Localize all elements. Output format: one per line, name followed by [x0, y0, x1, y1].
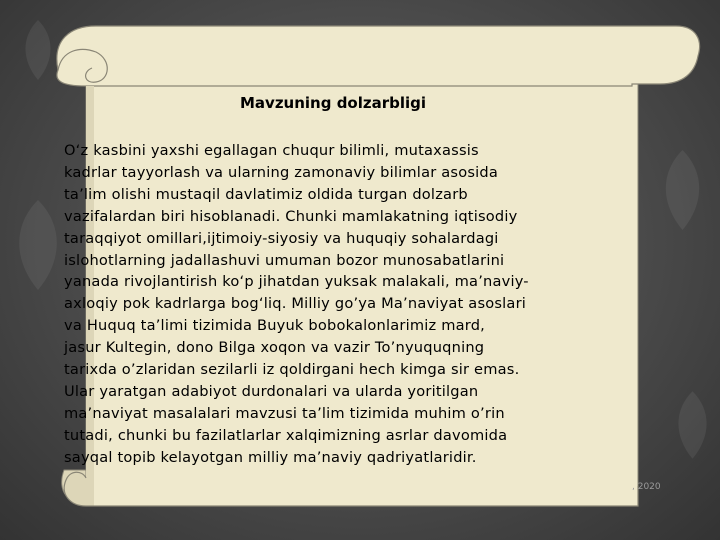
scroll-top-roll [57, 26, 700, 86]
body-line: tutadi, chunki bu fazilatlarlar xalqimizning asrlar davomida [64, 426, 508, 444]
body-line: Ular yaratgan adabiyot durdonalari va ularda yoritilgan [64, 382, 479, 400]
footer-date: , 2020 [632, 482, 661, 492]
body-line: va Huquq ta’limi tizimida Buyuk bobokalonlarimiz mard, [64, 317, 486, 335]
body-line: vazifalardan biri hisoblanadi. Chunki mamlakatning iqtisodiy [64, 207, 518, 225]
body-line: tarixda o’zlaridan sezilarli iz qoldirgani hech kimga sir emas. [64, 361, 520, 379]
body-line: yanada rivojlantirish ko‘p jihatdan yuksak malakali, ma’naviy- [64, 273, 529, 291]
body-line: ma’naviyat masalalari mavzusi ta’lim tizimida muhim o’rin [64, 404, 505, 422]
body-line: jasur Kultegin, dono Bilga xoqon va vazir To’nyuquqning [64, 339, 485, 357]
body-line: sayqal topib kelayotgan milliy ma’naviy qadriyatlaridir. [64, 448, 477, 466]
body-line: islohotlarning jadallashuvi umuman bozor munosabatlarini [64, 251, 505, 269]
body-line: ta’lim olishi mustaqil davlatimiz oldida turgan dolzarb [64, 185, 468, 203]
body-line: taraqqiyot omillari,ijtimoiy-siyosiy va huquqiy sohalardagi [64, 229, 499, 247]
body-line: kadrlar tayyorlash va ularning zamonaviy bilimlar asosida [64, 163, 498, 181]
body-line: O‘z kasbini yaxshi egallagan chuqur bilimli, mutaxassis [64, 142, 479, 159]
scroll-bottom-curl [64, 472, 86, 506]
body-line: axloqiy pok kadrlarga bog‘liq. Milliy go’ya Ma’naviyat asoslari [64, 295, 527, 313]
body-paragraph [64, 140, 654, 469]
slide-title: Mavzuning dolzarbligi [240, 94, 427, 112]
